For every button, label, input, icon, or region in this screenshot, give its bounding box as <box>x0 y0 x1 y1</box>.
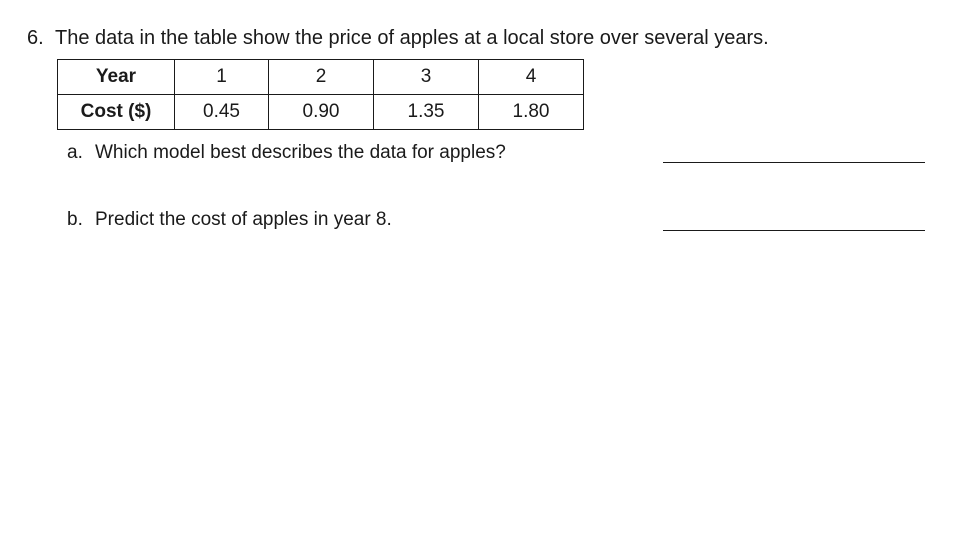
row-header-cost: Cost ($) <box>58 95 175 130</box>
table-row-year <box>58 60 584 95</box>
year-cell: 1 <box>175 60 269 95</box>
part-a-text: Which model best describes the data for apples? <box>95 142 506 163</box>
part-b-letter: b. <box>67 209 83 230</box>
part-a-letter: a. <box>67 142 83 163</box>
part-a <box>67 141 506 165</box>
part-b <box>67 208 392 232</box>
question-number: 6. <box>27 27 44 49</box>
row-header-year: Year <box>58 60 175 95</box>
cost-cell: 1.80 <box>479 95 584 130</box>
apple-price-table <box>57 59 584 130</box>
part-b-text: Predict the cost of apples in year 8. <box>95 209 392 230</box>
answer-line-a[interactable] <box>663 162 925 163</box>
cost-cell: 1.35 <box>374 95 479 130</box>
year-cell: 4 <box>479 60 584 95</box>
year-cell: 2 <box>269 60 374 95</box>
table-row-cost <box>58 95 584 130</box>
question-text: The data in the table show the price of apples at a local store over several years. <box>55 27 769 49</box>
year-cell: 3 <box>374 60 479 95</box>
cost-cell: 0.90 <box>269 95 374 130</box>
cost-cell: 0.45 <box>175 95 269 130</box>
answer-line-b[interactable] <box>663 230 925 231</box>
question-6 <box>27 25 769 51</box>
